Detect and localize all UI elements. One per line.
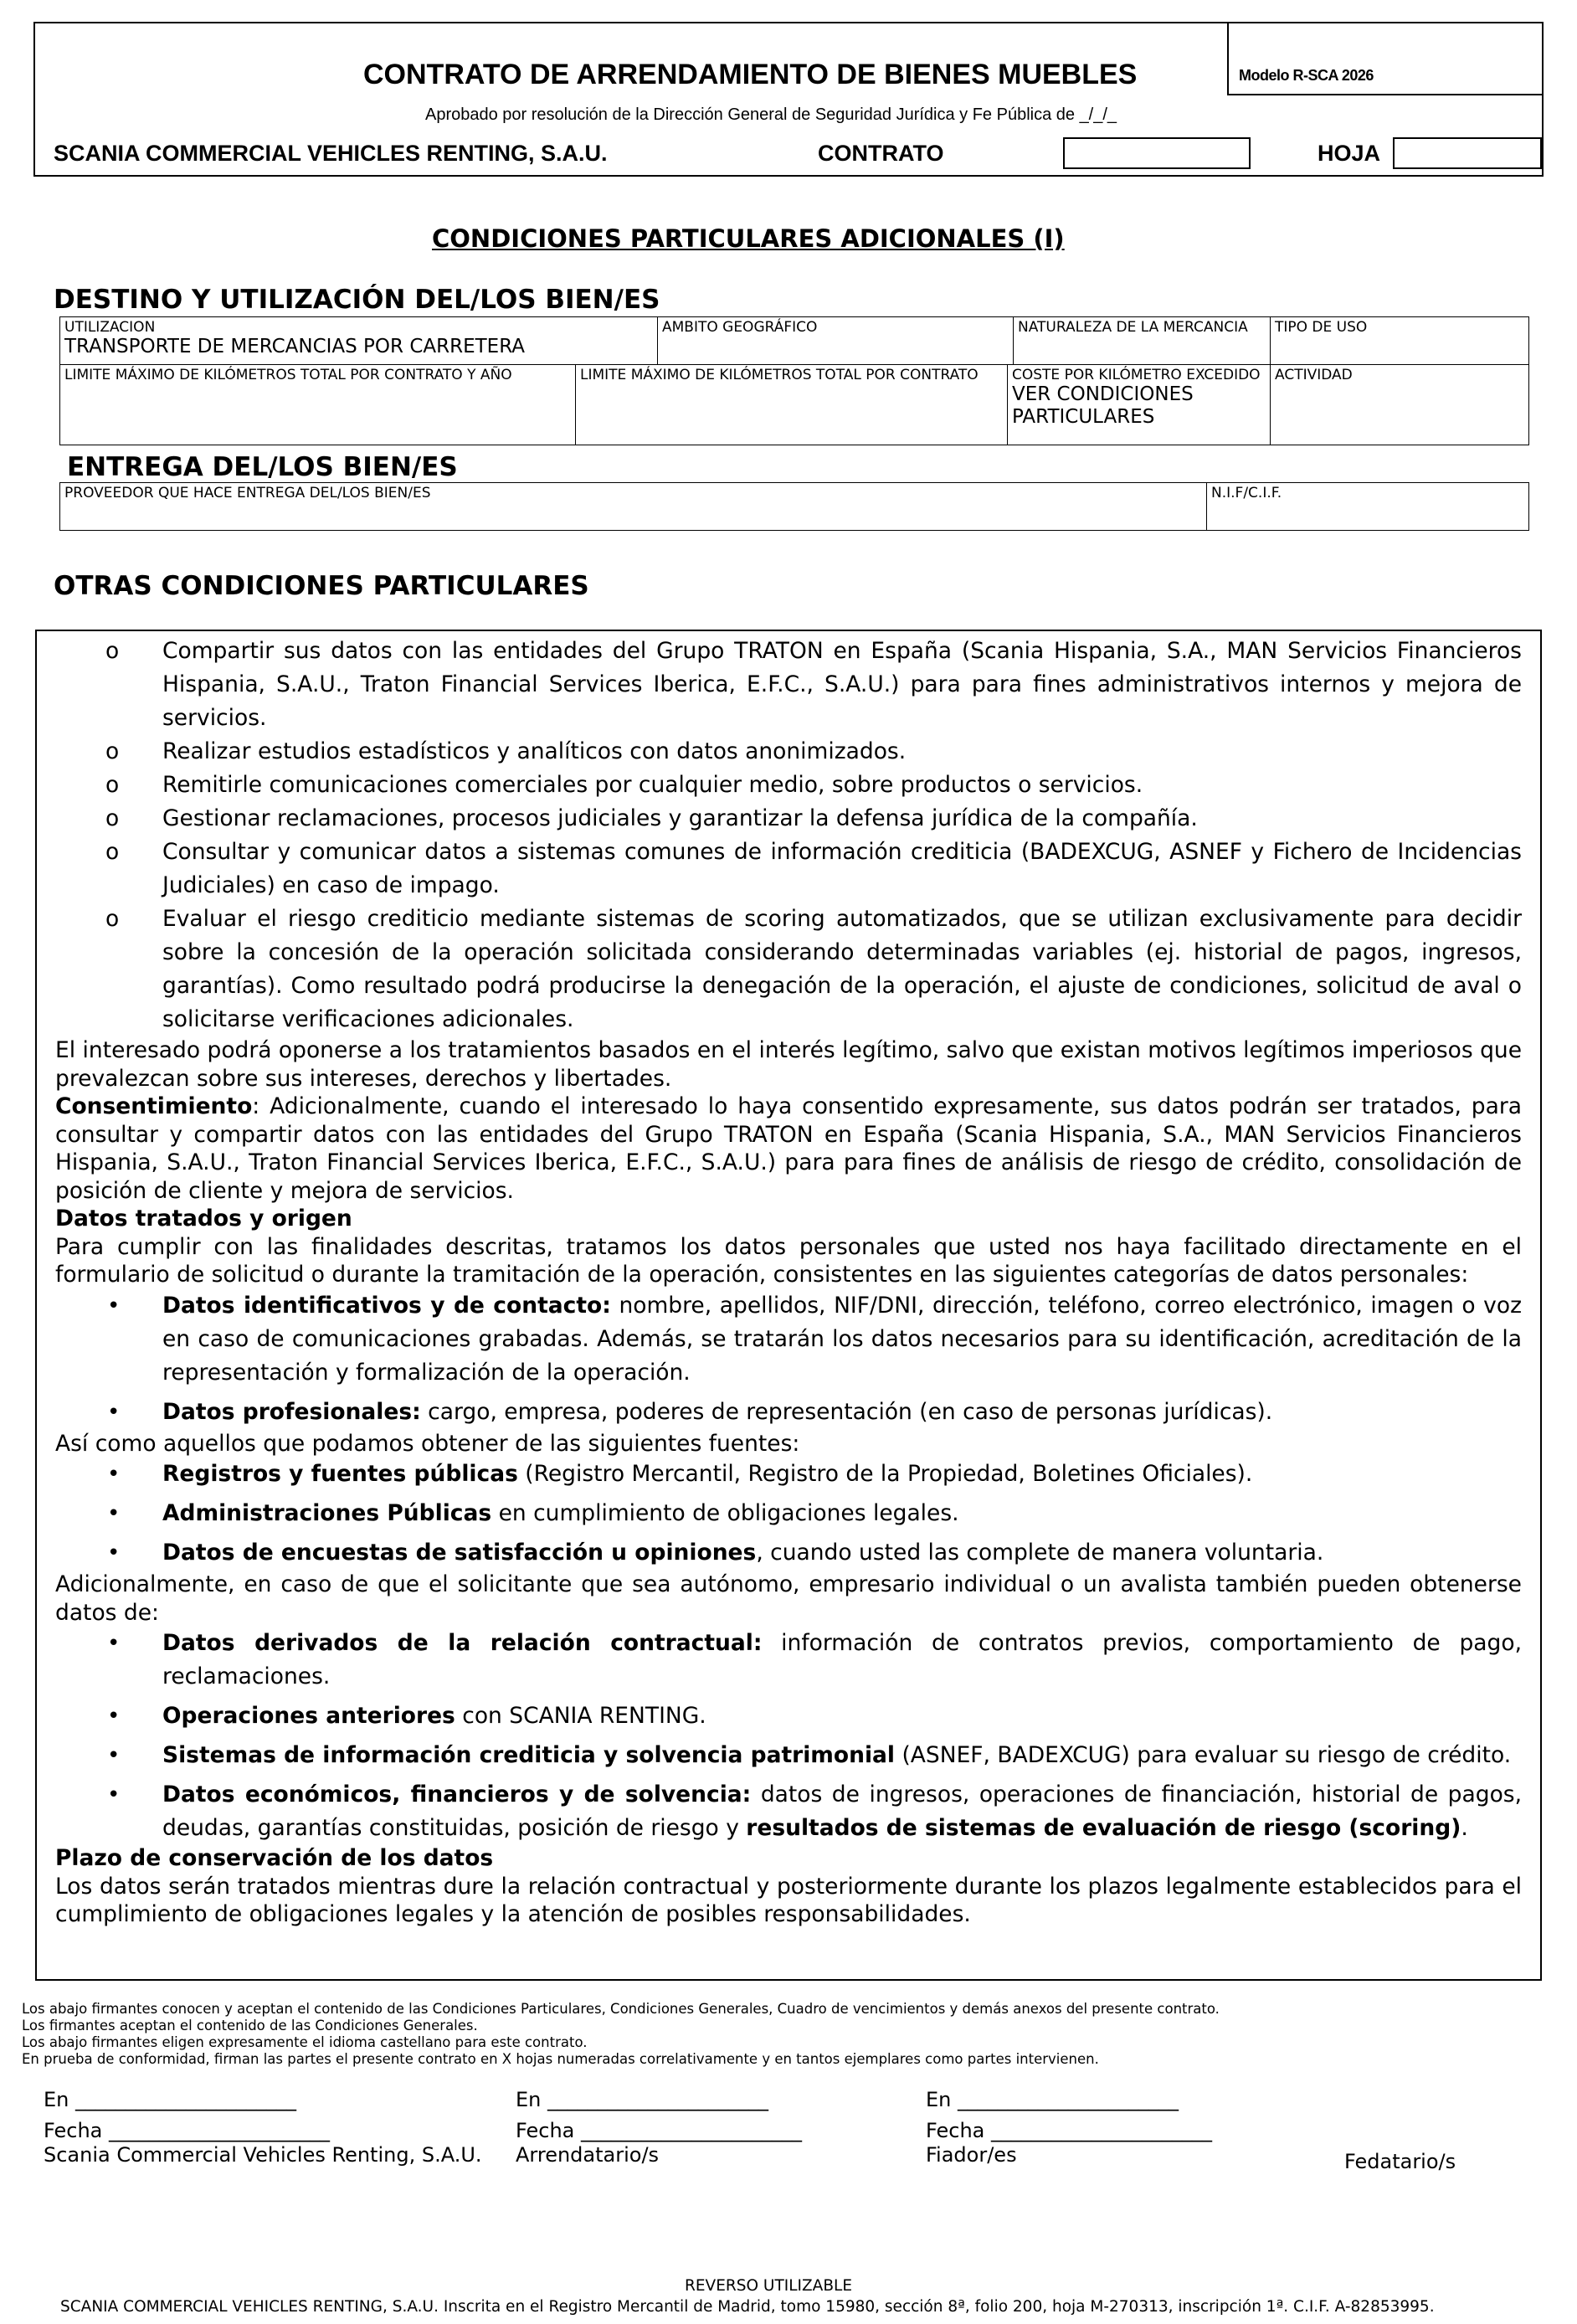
- circle-bullet: o: [105, 638, 120, 664]
- fuentes-intro: Así como aquellos que podamos obtener de las siguientes fuentes:: [55, 1430, 800, 1457]
- list-item: [55, 802, 1522, 836]
- utilizacion-label: UTILIZACION: [64, 319, 156, 336]
- a1-label: Datos derivados de la relación contractual:: [162, 1630, 763, 1656]
- bullet-icon: •: [107, 1501, 121, 1526]
- hoja-label: HOJA: [1318, 141, 1381, 166]
- a3-text: (ASNEF, BADEXCUG) para evaluar su riesgo de crédito.: [895, 1742, 1512, 1768]
- fecha-field[interactable]: Fecha ______________________: [516, 2119, 802, 2142]
- en-field[interactable]: En ______________________: [44, 2088, 297, 2111]
- fecha-field[interactable]: Fecha ______________________: [926, 2119, 1212, 2142]
- fecha-field[interactable]: Fecha ______________________: [44, 2119, 330, 2142]
- list-item: [55, 1497, 1522, 1530]
- list-item: [55, 1627, 1522, 1694]
- bullet-icon: •: [107, 1743, 121, 1768]
- plazo-heading: [55, 1844, 1522, 1873]
- list-item: [55, 1778, 1522, 1845]
- fin-text: Realizar estudios estadísticos y analíticos con datos anonimizados.: [162, 738, 907, 764]
- consentimiento-paragraph: [55, 1093, 1522, 1205]
- list-item: [55, 836, 1522, 902]
- fin-text: Compartir sus datos con las entidades del Grupo TRATON en España (Scania Hispania, S.A., MAN Servicios Financieros Hispania, S.A.U., Traton Financial Services Iberica, E.F.C., S.A.U.) para para fines administrativos internos y mejora de servicios.: [162, 638, 1522, 731]
- cat2-label: Datos profesionales:: [162, 1398, 421, 1425]
- fin-text: Evaluar el riesgo crediticio mediante sistemas de scoring automatizados, que se utilizan exclusivamente para decidir sobre la concesión de la operación solicitada considerando determinadas variables (ej. historial de pagos, ingresos, garantías). Como resultado podrá producirse la denegación de la operación, el ajuste de condiciones, solicitud de aval o solicitarse verificaciones adicionales.: [162, 906, 1522, 1032]
- adicional-intro: Adicionalmente, en caso de que el solicitante que sea autónomo, empresario individual o un avalista también pueden obtenerse datos de:: [55, 1571, 1522, 1626]
- fin-text: Gestionar reclamaciones, procesos judiciales y garantizar la defensa jurídica de la compañía.: [162, 805, 1198, 831]
- signature-block-1: [44, 2088, 482, 2167]
- a2-label: Operaciones anteriores: [162, 1703, 455, 1729]
- page-title: CONDICIONES PARTICULARES ADICIONALES (I): [432, 224, 1065, 253]
- cat2-text: cargo, empresa, poderes de representación (en caso de personas jurídicas).: [420, 1398, 1273, 1425]
- bullet-icon: •: [107, 1462, 121, 1487]
- hoja-field[interactable]: [1393, 137, 1542, 169]
- modelo-label: Modelo R-SCA 2026: [1239, 67, 1374, 84]
- en-field[interactable]: En ______________________: [926, 2088, 1179, 2111]
- registro-text: SCANIA COMMERCIAL VEHICLES RENTING, S.A.U. Inscrita en el Registro Mercantil de Madrid, tomo 15980, sección 8ª, folio 200, hoja M-270313, inscripción 1ª. C.I.F. A-82853995.: [60, 2298, 1435, 2316]
- naturaleza-cell[interactable]: [1014, 317, 1271, 365]
- otras-condiciones-box: [35, 630, 1542, 1981]
- list-item: [55, 1458, 1522, 1491]
- circle-bullet: o: [105, 906, 120, 932]
- limite-contrato-cell[interactable]: [576, 365, 1008, 445]
- bullet-icon: •: [107, 1631, 121, 1656]
- coste-label: COSTE POR KILÓMETRO EXCEDIDO: [1012, 367, 1261, 383]
- list-item: [55, 902, 1522, 1036]
- party-label-fedatario: Fedatario/s: [1344, 2150, 1456, 2173]
- document-title: CONTRATO DE ARRENDAMIENTO DE BIENES MUEBLES: [363, 59, 1138, 90]
- circle-bullet: o: [105, 839, 120, 865]
- list-item: [55, 769, 1522, 802]
- limite-anio-cell[interactable]: [60, 365, 576, 445]
- bullet-icon: •: [107, 1293, 121, 1319]
- list-item: [55, 1396, 1522, 1429]
- tipo-uso-label: TIPO DE USO: [1275, 319, 1368, 336]
- otras-heading: OTRAS CONDICIONES PARTICULARES: [54, 571, 589, 601]
- footer-note: En prueba de conformidad, firman las partes el presente contrato en X hojas numeradas correlativamente y en tantos ejemplares como partes intervienen.: [22, 2051, 1099, 2067]
- list-item: [55, 1739, 1522, 1772]
- a3-label: Sistemas de información crediticia y solvencia patrimonial: [162, 1742, 896, 1768]
- party-label: Scania Commercial Vehicles Renting, S.A.U.: [44, 2143, 482, 2167]
- nif-cell[interactable]: [1207, 483, 1529, 531]
- cat1-text: nombre, apellidos, NIF/DNI, dirección, teléfono, correo electrónico, imagen o voz en caso de comunicaciones grabadas. Además, se tratarán los datos necesarios para su identificación, acreditación de la representación y formalización de la operación.: [162, 1292, 1522, 1386]
- party-label: Arrendatario/s: [516, 2143, 660, 2167]
- fin-text: Remitirle comunicaciones comerciales por cualquier medio, sobre productos o servicios.: [162, 772, 1143, 798]
- entrega-table: [59, 482, 1529, 531]
- list-item: [55, 1699, 1522, 1733]
- consentimiento-text: : Adicionalmente, cuando el interesado lo haya consentido expresamente, sus datos podrán ser tratados, para consultar y compartir datos con las entidades del Grupo TRATON en España (Scania Hispania, S.A., MAN Servicios Financieros Hispania, S.A.U., Traton Financial Services Iberica, E.F.C., S.A.U.) para para fines de análisis de riesgo de crédito, consolidación de posición de cliente y mejora de servicios.: [55, 1093, 1522, 1204]
- plazo-heading-text: Plazo de conservación de los datos: [55, 1845, 494, 1871]
- a4-end: .: [1461, 1815, 1468, 1841]
- actividad-label: ACTIVIDAD: [1275, 367, 1353, 383]
- footer-note: Los abajo firmantes conocen y aceptan el contenido de las Condiciones Particulares, Condiciones Generales, Cuadro de vencimientos y demás anexos del presente contrato.: [22, 2001, 1220, 2017]
- f1-label: Registros y fuentes públicas: [162, 1461, 518, 1487]
- circle-bullet: o: [105, 772, 120, 798]
- datos-intro: Para cumplir con las finalidades descritas, tratamos los datos personales que usted nos haya facilitado directamente en el formulario de solicitud o durante la tramitación de la operación, consistentes en las siguientes categorías de datos personales:: [55, 1233, 1522, 1288]
- circle-bullet: o: [105, 805, 120, 831]
- datos-heading-text: Datos tratados y origen: [55, 1206, 352, 1231]
- limite-contrato-label: LIMITE MÁXIMO DE KILÓMETROS TOTAL POR CONTRATO: [580, 367, 979, 383]
- footer-notes: [22, 2001, 1562, 2068]
- fin-text: Consultar y comunicar datos a sistemas comunes de información crediticia (BADEXCUG, ASNEF y Fichero de Incidencias Judiciales) en caso de impago.: [162, 839, 1522, 898]
- proveedor-cell[interactable]: [60, 483, 1207, 531]
- footer-note: Los firmantes aceptan el contenido de las Condiciones Generales.: [22, 2018, 478, 2034]
- ambito-label: AMBITO GEOGRÁFICO: [662, 319, 818, 336]
- destino-heading: DESTINO Y UTILIZACIÓN DEL/LOS BIEN/ES: [54, 285, 660, 315]
- a4-text: datos de ingresos, operaciones de financiación, historial de pagos, deudas, garantías constituidas, posición de riesgo y: [162, 1782, 1523, 1841]
- party-label: Fiador/es: [926, 2143, 1017, 2167]
- contrato-label: CONTRATO: [818, 141, 944, 166]
- f1-text: (Registro Mercantil, Registro de la Propiedad, Boletines Oficiales).: [517, 1461, 1253, 1487]
- list-item: [55, 1536, 1522, 1570]
- datos-heading: [55, 1205, 1522, 1233]
- tipo-uso-cell[interactable]: [1271, 317, 1529, 365]
- actividad-cell[interactable]: [1271, 365, 1529, 445]
- utilizacion-value: TRANSPORTE DE MERCANCIAS POR CARRETERA: [64, 336, 525, 357]
- footer-note: Los abajo firmantes eligen expresamente el idioma castellano para este contrato.: [22, 2034, 588, 2050]
- f2-text: en cumplimiento de obligaciones legales.: [491, 1500, 959, 1526]
- a4-bold2: resultados de sistemas de evaluación de riesgo (scoring): [746, 1815, 1461, 1841]
- bullet-icon: •: [107, 1540, 121, 1566]
- ambito-cell[interactable]: [658, 317, 1014, 365]
- signature-block-3: [926, 2088, 1212, 2167]
- utilizacion-cell[interactable]: [60, 317, 658, 365]
- coste-cell[interactable]: [1008, 365, 1271, 445]
- oposicion-text: El interesado podrá oponerse a los tratamientos basados en el interés legítimo, salvo que existan motivos legítimos imperiosos que prevalezcan sobre sus intereses, derechos y libertades.: [55, 1037, 1522, 1092]
- entrega-heading: ENTREGA DEL/LOS BIEN/ES: [67, 452, 458, 482]
- a2-text: con SCANIA RENTING.: [455, 1703, 706, 1729]
- aprobado-text: Aprobado por resolución de la Dirección General de Seguridad Jurídica y Fe Pública de _/_/_: [425, 105, 1117, 124]
- bullet-icon: •: [107, 1782, 121, 1807]
- a4-label: Datos económicos, financieros y de solvencia:: [162, 1782, 752, 1807]
- company-name: SCANIA COMMERCIAL VEHICLES RENTING, S.A.U.: [54, 141, 608, 166]
- f3-text: , cuando usted las complete de manera voluntaria.: [756, 1540, 1324, 1566]
- reverso-label: REVERSO UTILIZABLE: [685, 2277, 853, 2295]
- a1-text: información de contratos previos, comportamiento de pago, reclamaciones.: [162, 1630, 1522, 1689]
- cat1-label: Datos identificativos y de contacto:: [162, 1292, 611, 1319]
- proveedor-label: PROVEEDOR QUE HACE ENTREGA DEL/LOS BIEN/ES: [64, 485, 431, 501]
- naturaleza-label: NATURALEZA DE LA MERCANCIA: [1018, 319, 1248, 336]
- bullet-icon: •: [107, 1704, 121, 1729]
- en-field[interactable]: En ______________________: [516, 2088, 769, 2111]
- list-item: [55, 735, 1522, 769]
- bullet-icon: •: [107, 1399, 121, 1425]
- consentimiento-label: Consentimiento: [55, 1093, 253, 1119]
- destino-table: [59, 316, 1529, 365]
- signature-block-2: [516, 2088, 802, 2167]
- limite-anio-label: LIMITE MÁXIMO DE KILÓMETROS TOTAL POR CONTRATO Y AÑO: [64, 367, 512, 383]
- list-item: [55, 635, 1522, 735]
- f2-label: Administraciones Públicas: [162, 1500, 492, 1526]
- contrato-field[interactable]: [1063, 137, 1251, 169]
- circle-bullet: o: [105, 738, 120, 764]
- nif-label: N.I.F/C.I.F.: [1211, 485, 1282, 501]
- coste-value: VER CONDICIONES PARTICULARES: [1012, 383, 1194, 428]
- plazo-text: Los datos serán tratados mientras dure la relación contractual y posteriormente durante los plazos legalmente establecidos para el cumplimiento de obligaciones legales y la atención de posibles responsabilidades.: [55, 1873, 1522, 1927]
- list-item: [55, 1289, 1522, 1390]
- f3-label: Datos de encuestas de satisfacción u opiniones: [162, 1540, 757, 1566]
- limites-table: [59, 364, 1529, 445]
